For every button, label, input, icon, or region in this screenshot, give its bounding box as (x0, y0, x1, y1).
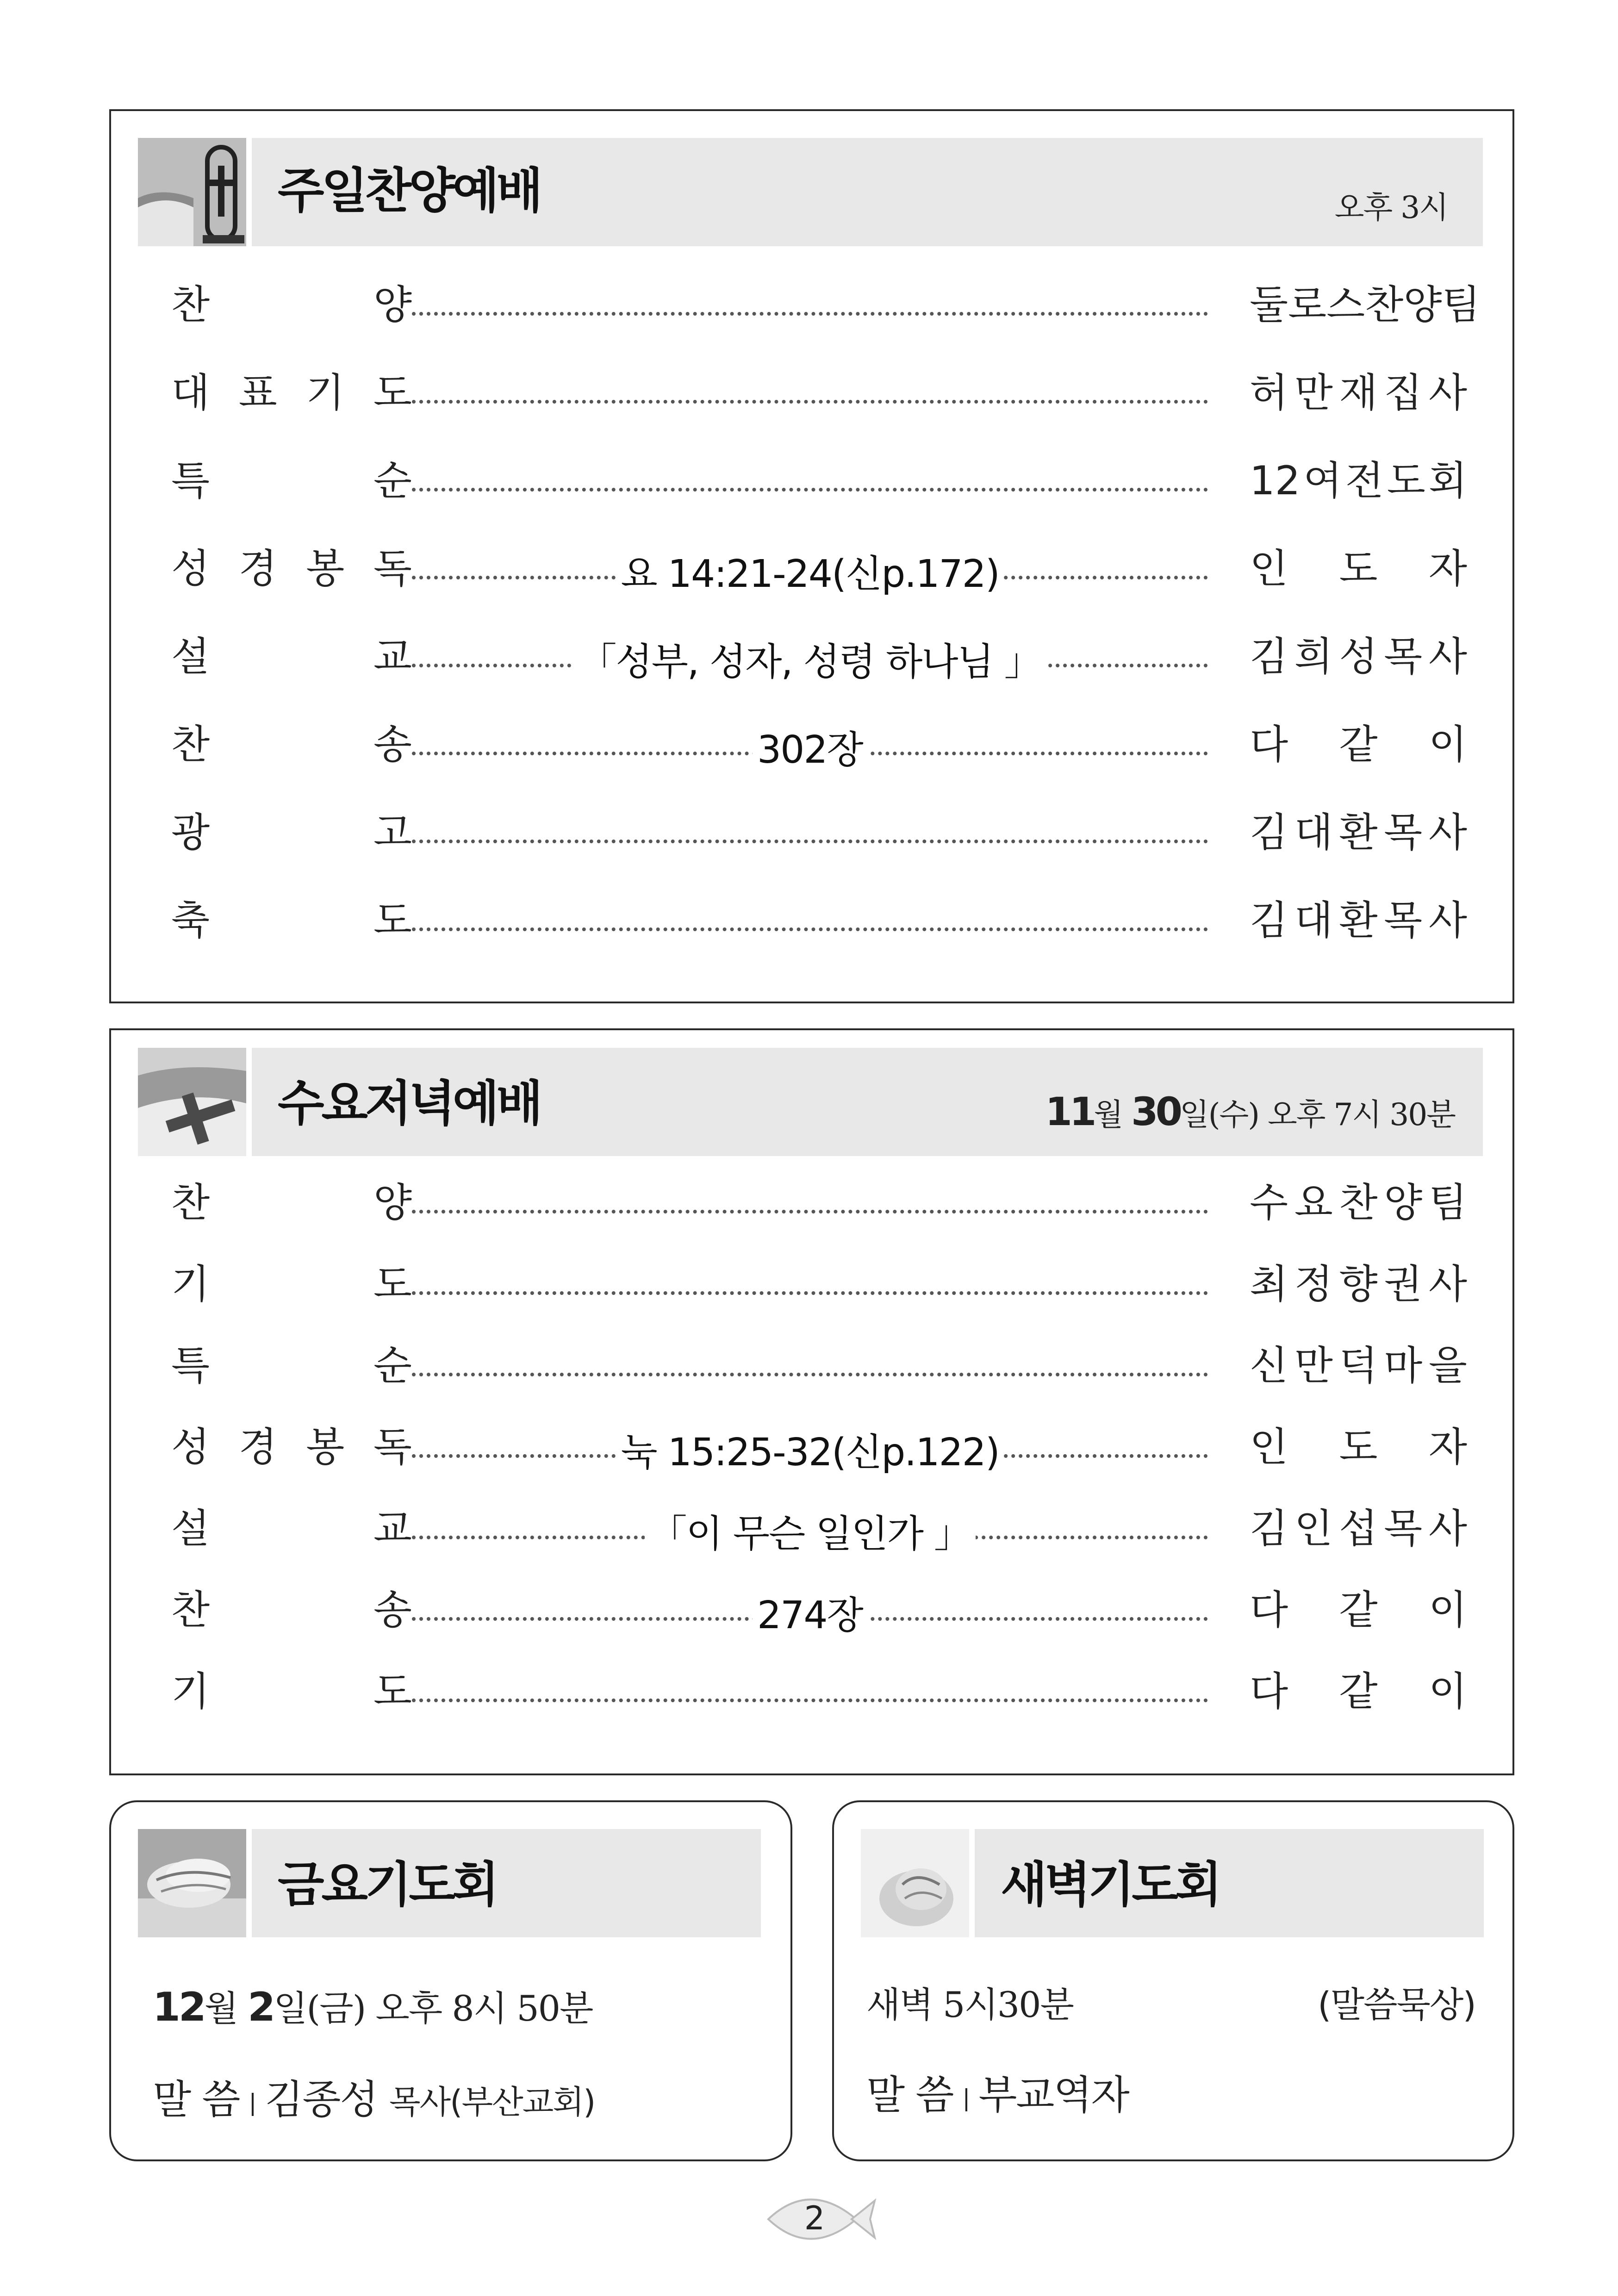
dawn-time-text: 새벽 5시30분 (866, 1984, 1073, 2025)
order-label-char: 대 (171, 370, 210, 416)
page-number: 2 (804, 2199, 825, 2237)
order-label-char: 경 (238, 546, 277, 592)
order-label-char: 고 (373, 809, 412, 856)
order-label-char: 찬 (171, 1180, 210, 1226)
word-label: 말 씀 (153, 2077, 240, 2123)
order-row (111, 634, 1512, 692)
order-person: 다 같 이 (1250, 1668, 1467, 1715)
order-label-char: 기 (306, 370, 345, 416)
month-unit: 월 (1094, 1097, 1123, 1132)
dawn-note: (말씀묵상) (1318, 1984, 1475, 2025)
order-label-char: 도 (373, 1261, 412, 1307)
order-label (171, 546, 412, 592)
leader-dots (412, 1210, 1208, 1213)
word-label: 말 씀 (866, 2072, 953, 2118)
page-number-badge (759, 2184, 879, 2254)
order-label-char: 찬 (171, 1587, 210, 1633)
order-label (171, 1261, 412, 1307)
leader-dots (412, 488, 1208, 492)
month-number: 11 (1045, 1089, 1094, 1134)
order-label (171, 1506, 412, 1552)
order-person: 김 희 성 목 사 (1250, 634, 1467, 680)
order-label-char: 성 (171, 546, 210, 592)
order-row (111, 546, 1512, 604)
order-label-char: 독 (373, 1424, 412, 1470)
order-label (171, 370, 412, 416)
order-row (111, 370, 1512, 429)
order-label (171, 1424, 412, 1470)
order-label (171, 1180, 412, 1226)
day-number: 30 (1131, 1089, 1180, 1134)
dawn-time (866, 1984, 1073, 2025)
day-number: 2 (248, 1984, 274, 2030)
order-label-char: 설 (171, 1506, 210, 1552)
order-label-char: 도 (373, 1668, 412, 1715)
order-label-char: 특 (171, 1343, 210, 1389)
service-datetime (1045, 1089, 1455, 1134)
order-person: 김 대 환 목 사 (1250, 897, 1467, 944)
leader-dots (412, 927, 1208, 931)
order-person: 12 여 전 도 회 (1250, 458, 1467, 504)
month-number: 12 (153, 1984, 205, 2030)
order-label (171, 458, 412, 504)
order-person: 인 도 자 (1250, 1424, 1467, 1470)
leader-dots (412, 312, 1208, 316)
order-label-char: 광 (171, 809, 210, 856)
order-person: 인 도 자 (1250, 546, 1467, 592)
section-title: 새벽기도회 (1001, 1856, 1220, 1913)
order-row (111, 282, 1512, 341)
section-title: 금요기도회 (278, 1856, 497, 1913)
order-label-char: 양 (373, 1180, 412, 1226)
praying-hands-photo-icon (138, 1829, 246, 1937)
order-label (171, 634, 412, 680)
order-detail: 274장 (753, 1597, 867, 1635)
order-person: 다 같 이 (1250, 1587, 1467, 1633)
order-person: 신 만 덕 마 을 (1250, 1343, 1467, 1389)
speaker-name: 부교역자 (978, 2072, 1129, 2118)
order-label-char: 성 (171, 1424, 210, 1470)
speaker-name: 김종성 (265, 2077, 378, 2123)
order-label-char: 봉 (306, 1424, 345, 1470)
order-label-char: 경 (238, 1424, 277, 1470)
bible-cross-photo-icon (138, 138, 246, 246)
friday-speaker-line: 말 씀 | 김종성 목사(부산교회) (153, 2077, 595, 2123)
section-title: 수요저녁예배 (278, 1075, 540, 1132)
order-detail: 「이 무슨 일인가 」 (645, 1515, 976, 1553)
day-and-time: 일(수) 오후 7시 30분 (1180, 1097, 1455, 1132)
order-label-char: 송 (373, 1587, 412, 1633)
order-label-char: 독 (373, 546, 412, 592)
order-label-char: 도 (373, 370, 412, 416)
order-label-char: 교 (373, 634, 412, 680)
order-label-char: 찬 (171, 282, 210, 328)
day-and-time: 일(금) 오후 8시 50분 (274, 1988, 593, 2029)
order-label (171, 897, 412, 944)
wednesday-service-box (109, 1028, 1514, 1775)
order-label-char: 교 (373, 1506, 412, 1552)
order-detail: 「성부, 성자, 성령 하나님 」 (574, 643, 1046, 681)
dawn-prayer-box (832, 1800, 1514, 2161)
leader-dots (412, 400, 1208, 404)
order-label-char: 기 (171, 1261, 210, 1307)
order-label-char: 설 (171, 634, 210, 680)
service-time: 오후 3시 (1334, 190, 1448, 225)
order-person: 허 만 재 집 사 (1250, 370, 1467, 416)
order-label (171, 809, 412, 856)
order-label-char: 기 (171, 1668, 210, 1715)
clasped-hands-photo-icon (861, 1829, 969, 1937)
order-label-char: 찬 (171, 722, 210, 768)
order-row (111, 1261, 1512, 1320)
order-label (171, 1587, 412, 1633)
order-row (111, 1424, 1512, 1483)
order-label-char: 표 (238, 370, 277, 416)
friday-datetime (153, 1984, 593, 2030)
bible-cross-photo-icon (138, 1048, 246, 1156)
order-person: 다 같 이 (1250, 722, 1467, 768)
order-label-char: 송 (373, 722, 412, 768)
order-person: 최 정 향 권 사 (1250, 1261, 1467, 1307)
order-person: 둘 로 스 찬 양 팀 (1250, 282, 1481, 328)
sunday-service-box (109, 109, 1514, 1003)
order-label (171, 722, 412, 768)
order-row (111, 1668, 1512, 1727)
order-label-char: 특 (171, 458, 210, 504)
dawn-speaker-line: 말 씀 | 부교역자 (866, 2072, 1129, 2118)
leader-dots (412, 1699, 1208, 1702)
order-person: 김 대 환 목 사 (1250, 809, 1467, 856)
order-label (171, 282, 412, 328)
order-detail: 요 14:21-24(신p.172) (616, 555, 1004, 593)
order-row (111, 1180, 1512, 1238)
order-row (111, 458, 1512, 516)
order-person: 수 요 찬 양 팀 (1250, 1180, 1467, 1226)
order-label-char: 도 (373, 897, 412, 944)
leader-dots (412, 1373, 1208, 1376)
order-row (111, 897, 1512, 956)
order-row (111, 722, 1512, 780)
order-row (111, 1506, 1512, 1564)
order-person: 김 인 섭 목 사 (1250, 1506, 1467, 1552)
order-row (111, 1343, 1512, 1401)
speaker-title: 목사(부산교회) (389, 2083, 595, 2121)
leader-dots (412, 840, 1208, 843)
order-label-char: 순 (373, 458, 412, 504)
order-row (111, 1587, 1512, 1646)
leader-dots (412, 1291, 1208, 1295)
order-detail: 302장 (753, 731, 867, 769)
section-title: 주일찬양예배 (278, 162, 540, 219)
order-label-char: 축 (171, 897, 210, 944)
order-label-char: 봉 (306, 546, 345, 592)
order-row (111, 809, 1512, 868)
friday-prayer-box (109, 1800, 792, 2161)
order-label-char: 순 (373, 1343, 412, 1389)
order-label (171, 1343, 412, 1389)
order-label (171, 1668, 412, 1715)
month-unit: 월 (204, 1988, 238, 2029)
order-detail: 눅 15:25-32(신p.122) (616, 1434, 1004, 1472)
order-label-char: 양 (373, 282, 412, 328)
